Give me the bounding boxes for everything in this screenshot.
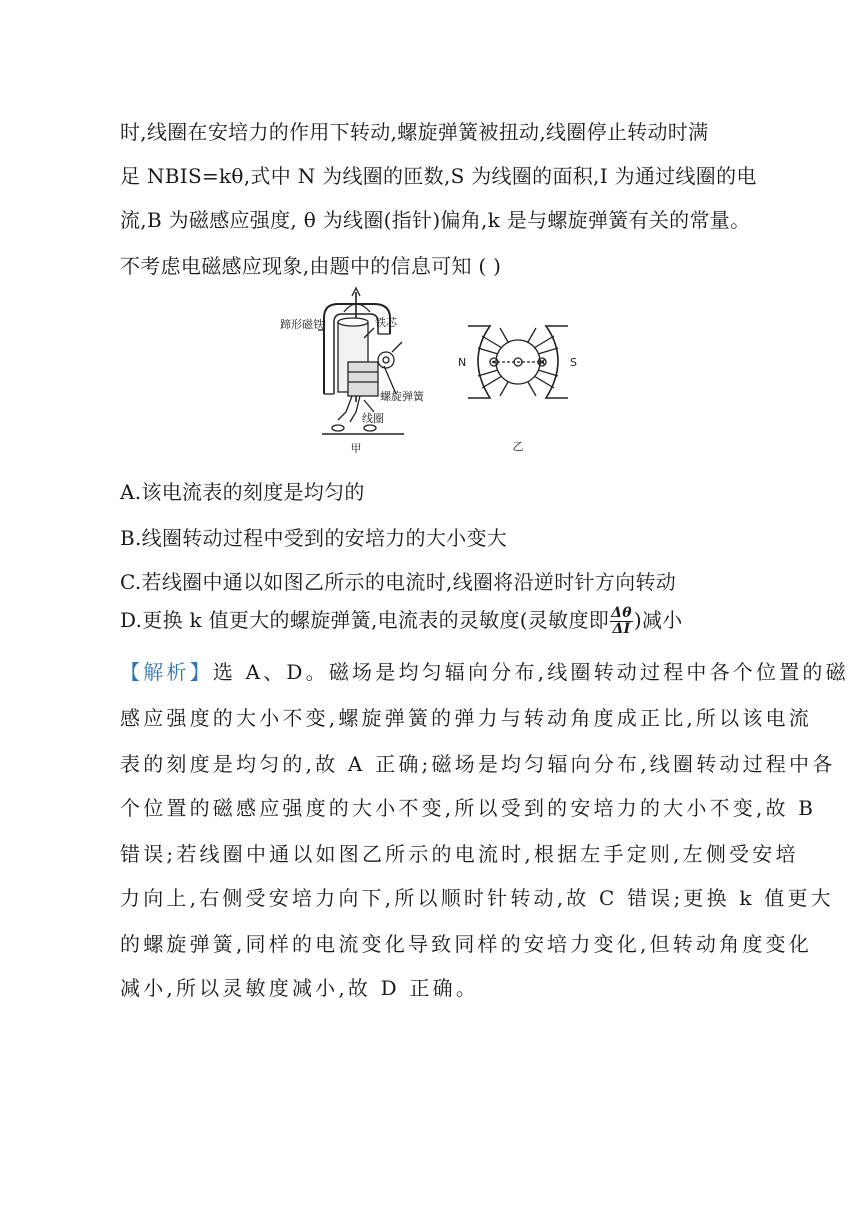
spring-label: 螺旋弹簧	[380, 390, 424, 403]
answer-line-1-text: 选 A、D。磁场是均匀辐向分布,线圈转动过程中各个位置的磁	[212, 660, 849, 684]
answer-line-4: 个位置的磁感应强度的大小不变,所以受到的安培力的大小不变,故 B	[120, 796, 817, 820]
option-d-prefix: D.更换 k 值更大的螺旋弹簧,电流表的灵敏度(灵敏度即	[120, 608, 610, 632]
question-line-2: 足 NBIS=kθ,式中 N 为线圈的匝数,S 为线圈的面积,I 为通过线圈的电	[120, 164, 757, 188]
analysis-tag: 【解析】	[120, 660, 213, 684]
sensitivity-fraction	[610, 606, 633, 637]
answer-line-2: 感应强度的大小不变,螺旋弹簧的弹力与转动角度成正比,所以该电流	[120, 706, 812, 730]
figure-yi	[456, 314, 580, 454]
answer-line-3: 表的刻度是均匀的,故 A 正确;磁场是均匀辐向分布,线圈转动过程中各	[120, 752, 836, 776]
core-label: 铁芯	[375, 316, 397, 329]
figure-jia	[278, 282, 430, 457]
option-d-suffix: )减小	[633, 608, 683, 632]
answer-line-5: 错误;若线圈中通以如图乙所示的电流时,根据左手定则,左侧受安培	[120, 842, 799, 866]
south-pole-label: S	[570, 356, 577, 369]
answer-line-1	[120, 656, 849, 685]
fraction-numerator: Δθ	[611, 605, 632, 621]
coil-label: 线圈	[362, 412, 384, 425]
question-line-3: 流,B 为磁感应强度, θ 为线圈(指针)偏角,k 是与螺旋弹簧有关的常量。	[120, 208, 751, 232]
fraction-denominator: ΔI	[612, 621, 631, 637]
figure-jia-caption: 甲	[350, 442, 362, 455]
question-line-4: 不考虑电磁感应现象,由题中的信息可知 ( )	[120, 254, 502, 278]
option-a: A.该电流表的刻度是均匀的	[120, 480, 365, 504]
answer-line-8: 减小,所以灵敏度减小,故 D 正确。	[120, 976, 480, 1000]
question-line-1: 时,线圈在安培力的作用下转动,螺旋弹簧被扭动,线圈停止转动时满	[120, 120, 709, 144]
answer-line-7: 的螺旋弹簧,同样的电流变化导致同样的安培力变化,但转动角度变化	[120, 932, 812, 956]
north-pole-label: N	[458, 356, 467, 369]
option-b: B.线圈转动过程中受到的安培力的大小变大	[120, 526, 508, 550]
option-c: C.若线圈中通以如图乙所示的电流时,线圈将沿逆时针方向转动	[120, 570, 677, 594]
answer-line-6: 力向上,右侧受安培力向下,所以顺时针转动,故 C 错误;更换 k 值更大	[120, 886, 834, 910]
option-d	[120, 604, 683, 637]
magnet-label: 蹄形磁铁	[280, 318, 324, 331]
figure-yi-caption: 乙	[512, 440, 524, 453]
